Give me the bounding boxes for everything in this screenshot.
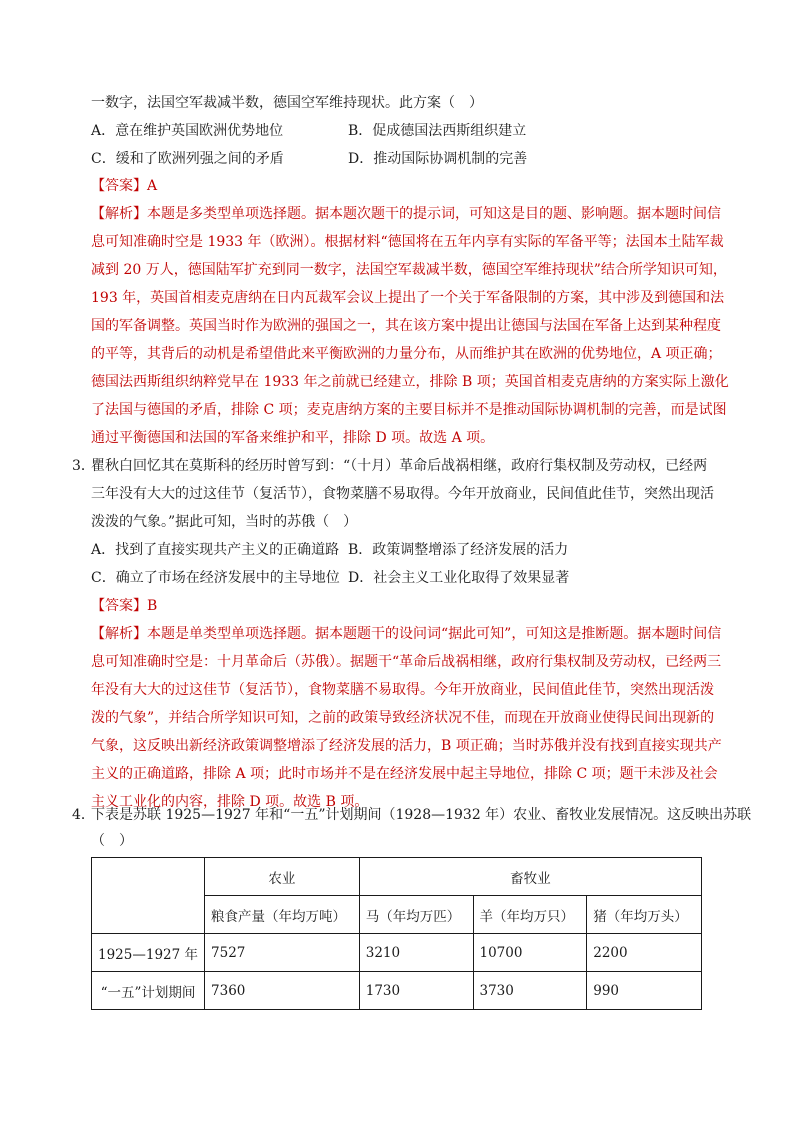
q2-analysis-line-5: 国的军备调整。英国当时作为欧洲的强国之一，其在该方案中提出让德国与法国在军备上达到某种程度 bbox=[91, 318, 721, 334]
q2-option-a: A．意在维护英国欧洲优势地位 bbox=[91, 123, 284, 139]
q4-stem-line-2: （ ） bbox=[91, 833, 133, 849]
q2-analysis-line-6: 的平等，其背后的动机是希望借此来平衡欧洲的力量分布，从而维护其在欧洲的优势地位，A 项正确； bbox=[91, 346, 722, 362]
q2-option-c: C．缓和了欧洲列强之间的矛盾 bbox=[91, 151, 284, 167]
table-header-row bbox=[92, 858, 702, 896]
cell-grain: 7360 bbox=[205, 972, 360, 1010]
q4-stem-line-1: 下表是苏联 1925—1927 年和“一五”计划期间（1928—1932 年）农业、畜牧业发展情况。这反映出苏联 bbox=[91, 807, 752, 823]
q3-stem-line-3: 泼泼的气象。”据此可知，当时的苏俄（ ） bbox=[91, 514, 358, 530]
cell-grain: 7527 bbox=[205, 934, 360, 972]
q3-analysis-line-7: 主义工业化的内容，排除 D 项。故选 B 项。 bbox=[91, 794, 369, 810]
header-horse: 马（年均万匹） bbox=[359, 896, 473, 934]
q3-option-b: B．政策调整增添了经济发展的活力 bbox=[348, 542, 569, 558]
q2-analysis-line-7: 德国法西斯组织纳粹党早在 1933 年之前就已经建立，排除 B 项；英国首相麦克唐纳的方案实际上激化 bbox=[91, 374, 729, 390]
q3-analysis-line-3: 年没有大大的过这佳节（复活节），食物菜膳不易取得。今年开放商业，民间值此佳节，突然出现活泼 bbox=[91, 682, 714, 698]
row-label: 1925—1927 年 bbox=[92, 934, 205, 972]
header-grain: 粮食产量（年均万吨） bbox=[205, 896, 360, 934]
q3-option-a: A．找到了直接实现共产主义的正确道路 bbox=[91, 542, 340, 558]
q3-stem-line-2: 三年没有大大的过这佳节（复活节），食物菜膳不易取得。今年开放商业，民间值此佳节，突然出现活 bbox=[91, 486, 714, 502]
q3-analysis-line-1 bbox=[91, 624, 721, 644]
q3-option-d: D．社会主义工业化取得了效果显著 bbox=[348, 570, 570, 586]
cell-sheep: 10700 bbox=[473, 934, 587, 972]
answer-label: 【答案】 bbox=[91, 178, 147, 194]
cell-pig: 2200 bbox=[587, 934, 702, 972]
header-agriculture: 农业 bbox=[205, 858, 360, 896]
q2-analysis-line-3: 减到 20 万人，德国陆军扩充到同一数字，法国空军裁减半数，德国空军维持现状”结合所学知识可知， bbox=[91, 262, 727, 278]
header-sheep: 羊（年均万只） bbox=[473, 896, 587, 934]
cell-pig: 990 bbox=[587, 972, 702, 1010]
header-livestock: 畜牧业 bbox=[359, 858, 701, 896]
answer-value: A bbox=[147, 178, 158, 194]
q3-number: 3． bbox=[72, 458, 95, 474]
q2-option-b: B．促成德国法西斯组织建立 bbox=[348, 123, 527, 139]
row-label: “一五”计划期间 bbox=[92, 972, 205, 1010]
q2-analysis-line-1 bbox=[91, 204, 721, 224]
cell-horse: 1730 bbox=[359, 972, 473, 1010]
q2-analysis-line-8: 了法国与德国的矛盾，排除 C 项；麦克唐纳方案的主要目标并不是推动国际协调机制的完善，而是试图 bbox=[91, 402, 727, 418]
q2-stem-tail: 一数字，法国空军裁减半数，德国空军维持现状。此方案（ ） bbox=[91, 95, 483, 111]
q2-analysis-line-9: 通过平衡德国和法国的军备来维护和平，排除 D 项。故选 A 项。 bbox=[91, 430, 495, 446]
cell-sheep: 3730 bbox=[473, 972, 587, 1010]
q3-option-c: C．确立了市场在经济发展中的主导地位 bbox=[91, 570, 340, 586]
q4-number: 4． bbox=[72, 807, 95, 823]
q2-answer bbox=[91, 176, 157, 196]
q2-option-d: D．推动国际协调机制的完善 bbox=[348, 151, 528, 167]
q3-answer bbox=[91, 596, 157, 616]
q2-analysis-line-2: 息可知准确时空是 1933 年（欧洲）。根据材料“德国将在五年内享有实际的军备平等；法国本土陆军裁 bbox=[91, 234, 724, 250]
analysis-text: 本题是多类型单项选择题。据本题次题干的提示词，可知这是目的题、影响题。据本题时间信 bbox=[147, 206, 721, 222]
q3-analysis-line-2: 息可知准确时空是：十月革命后（苏俄）。据题干“革命后战祸相继，政府行集权制及劳动权，已经两三 bbox=[91, 654, 722, 670]
q2-analysis-line-4: 193 年，英国首相麦克唐纳在日内瓦裁军会议上提出了一个关于军备限制的方案，其中涉及到德国和法 bbox=[91, 290, 725, 306]
q3-analysis-line-5: 气象，这反映出新经济政策调整增添了经济发展的活力，B 项正确；当时苏俄并没有找到直接实现共产 bbox=[91, 738, 722, 754]
q3-stem-line-1: 瞿秋白回忆其在莫斯科的经历时曾写到：“（十月）革命后战祸相继，政府行集权制及劳动权，已经两 bbox=[91, 458, 708, 474]
q3-analysis-line-6: 主义的正确道路，排除 A 项；此时市场并不是在经济发展中起主导地位，排除 C 项；题干未涉及社会 bbox=[91, 766, 718, 782]
analysis-text: 本题是单类型单项选择题。据本题题干的设问词“据此可知”，可知这是推断题。据本题时间信 bbox=[147, 626, 722, 642]
table-corner-cell bbox=[92, 858, 205, 934]
analysis-label: 【解析】 bbox=[91, 626, 147, 642]
cell-horse: 3210 bbox=[359, 934, 473, 972]
table-row bbox=[92, 972, 702, 1010]
q3-analysis-line-4: 泼的气象”，并结合所学知识可知，之前的政策导致经济状况不佳，而现在开放商业使得民间出现新的 bbox=[91, 710, 715, 726]
header-pig: 猪（年均万头） bbox=[587, 896, 702, 934]
analysis-label: 【解析】 bbox=[91, 206, 147, 222]
answer-value: B bbox=[147, 598, 158, 614]
table-row bbox=[92, 934, 702, 972]
answer-label: 【答案】 bbox=[91, 598, 147, 614]
q4-data-table bbox=[91, 857, 702, 1010]
